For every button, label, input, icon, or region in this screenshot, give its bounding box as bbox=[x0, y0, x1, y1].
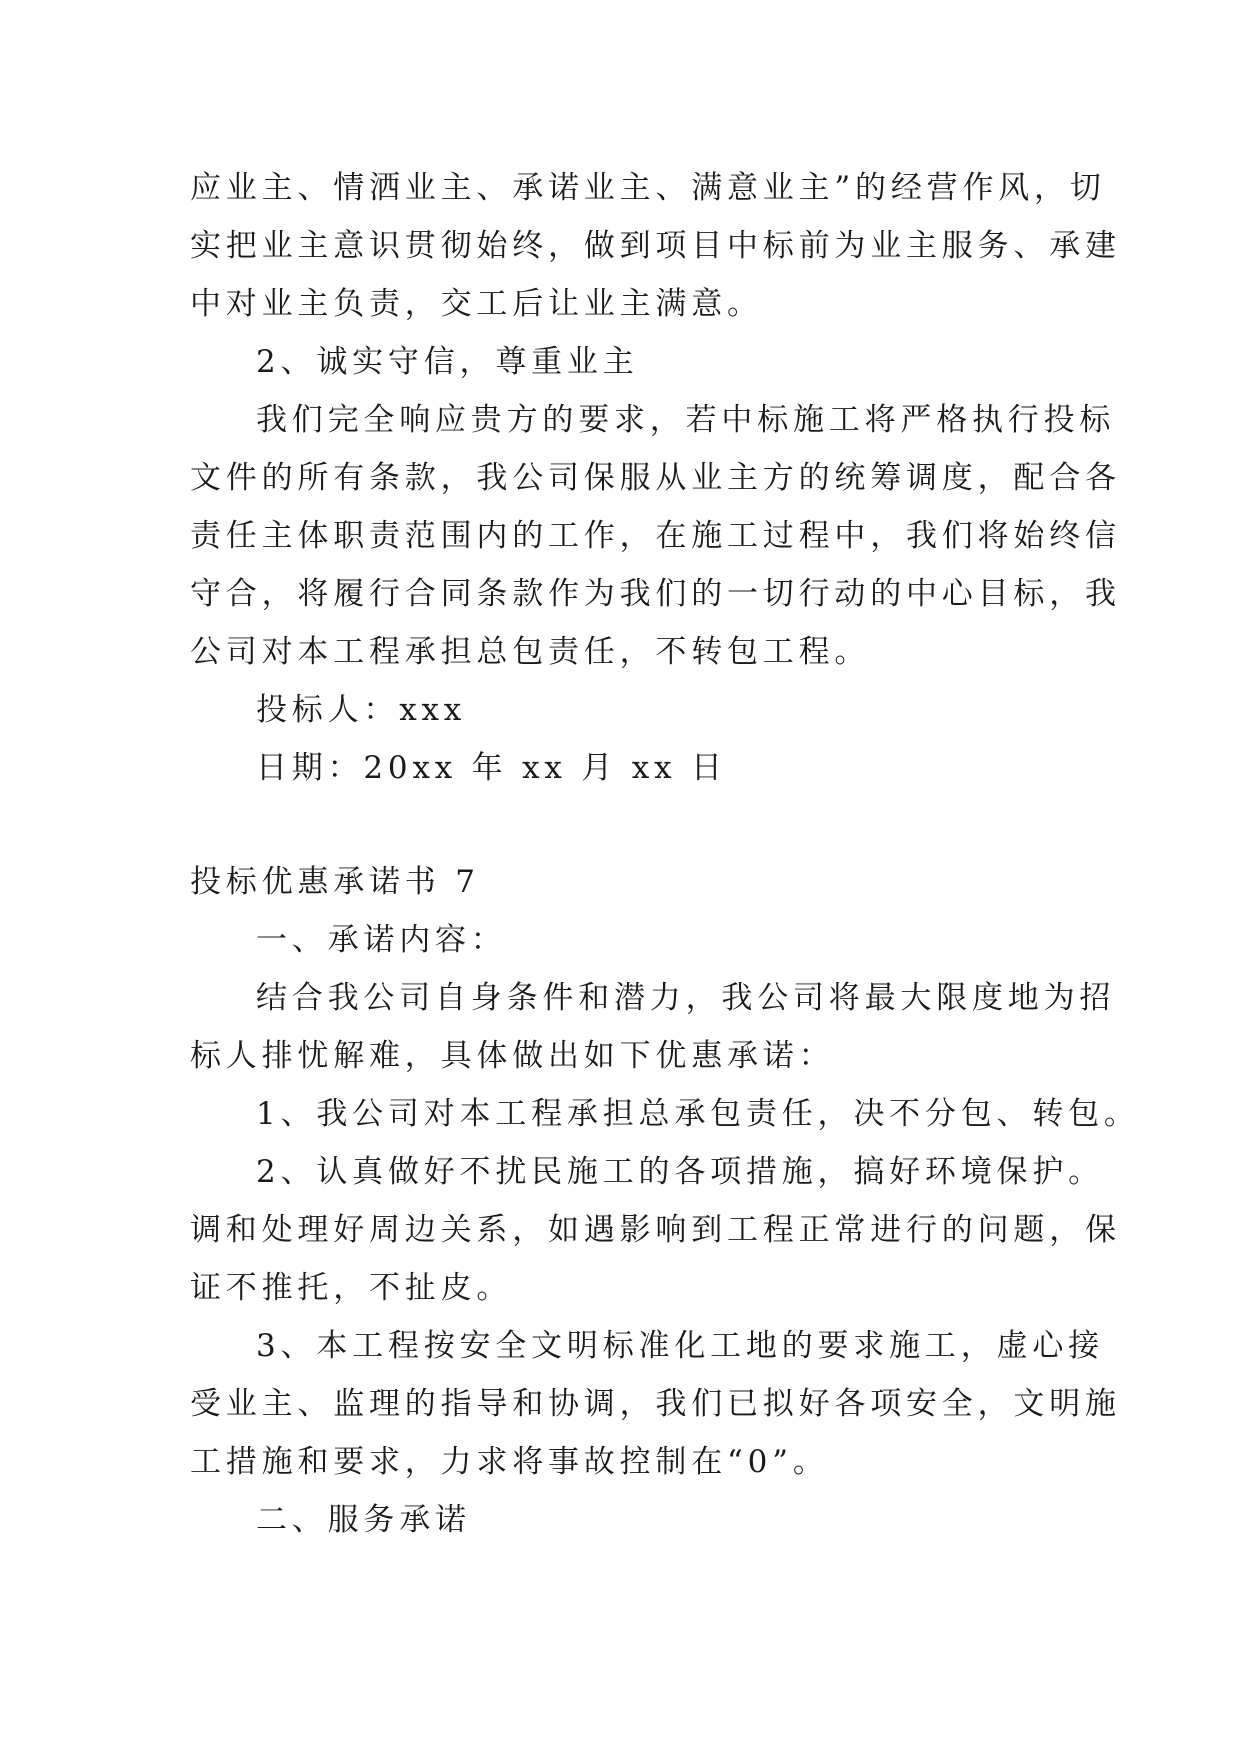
paragraph-line: 文件的所有条款，我公司保服从业主方的统筹调度，配合各 bbox=[190, 460, 1121, 496]
bidder-line: 投标人：xxx bbox=[256, 692, 467, 728]
paragraph-line: 应业主、情洒业主、承诺业主、满意业主”的经营作风，切 bbox=[190, 170, 1106, 206]
section-heading: 二、服务承诺 bbox=[256, 1502, 471, 1538]
document-title: 投标优惠承诺书 7 bbox=[190, 864, 480, 900]
paragraph-line: 实把业主意识贯彻始终，做到项目中标前为业主服务、承建 bbox=[190, 228, 1121, 264]
paragraph-line: 工措施和要求，力求将事故控制在“0”。 bbox=[190, 1444, 829, 1480]
paragraph-line: 守合，将履行合同条款作为我们的一切行动的中心目标，我 bbox=[190, 576, 1121, 612]
list-item: 1、我公司对本工程承担总承包责任，决不分包、转包。 bbox=[256, 1096, 1140, 1132]
paragraph-line: 证不推托，不扯皮。 bbox=[190, 1270, 513, 1306]
date-line: 日期：20xx 年 xx 月 xx 日 bbox=[256, 750, 727, 786]
paragraph-line: 责任主体职责范围内的工作，在施工过程中，我们将始终信 bbox=[190, 518, 1121, 554]
paragraph-line: 公司对本工程承担总包责任，不转包工程。 bbox=[190, 634, 871, 670]
list-item: 3、本工程按安全文明标准化工地的要求施工，虚心接 bbox=[256, 1328, 1104, 1364]
paragraph-line: 中对业主负责，交工后让业主满意。 bbox=[190, 286, 763, 322]
section-heading: 一、承诺内容： bbox=[256, 922, 507, 958]
paragraph-line: 调和处理好周边关系，如遇影响到工程正常进行的问题，保 bbox=[190, 1212, 1121, 1248]
list-item: 2、认真做好不扰民施工的各项措施，搞好环境保护。 bbox=[256, 1154, 1104, 1190]
paragraph-line: 我们完全响应贵方的要求，若中标施工将严格执行投标 bbox=[256, 402, 1116, 438]
section-heading: 2、诚实守信，尊重业主 bbox=[256, 344, 639, 380]
paragraph-line: 结合我公司自身条件和潜力，我公司将最大限度地为招 bbox=[256, 980, 1116, 1016]
paragraph-line: 标人排忧解难，具体做出如下优惠承诺： bbox=[190, 1038, 835, 1074]
paragraph-line: 受业主、监理的指导和协调，我们已拟好各项安全，文明施 bbox=[190, 1386, 1121, 1422]
